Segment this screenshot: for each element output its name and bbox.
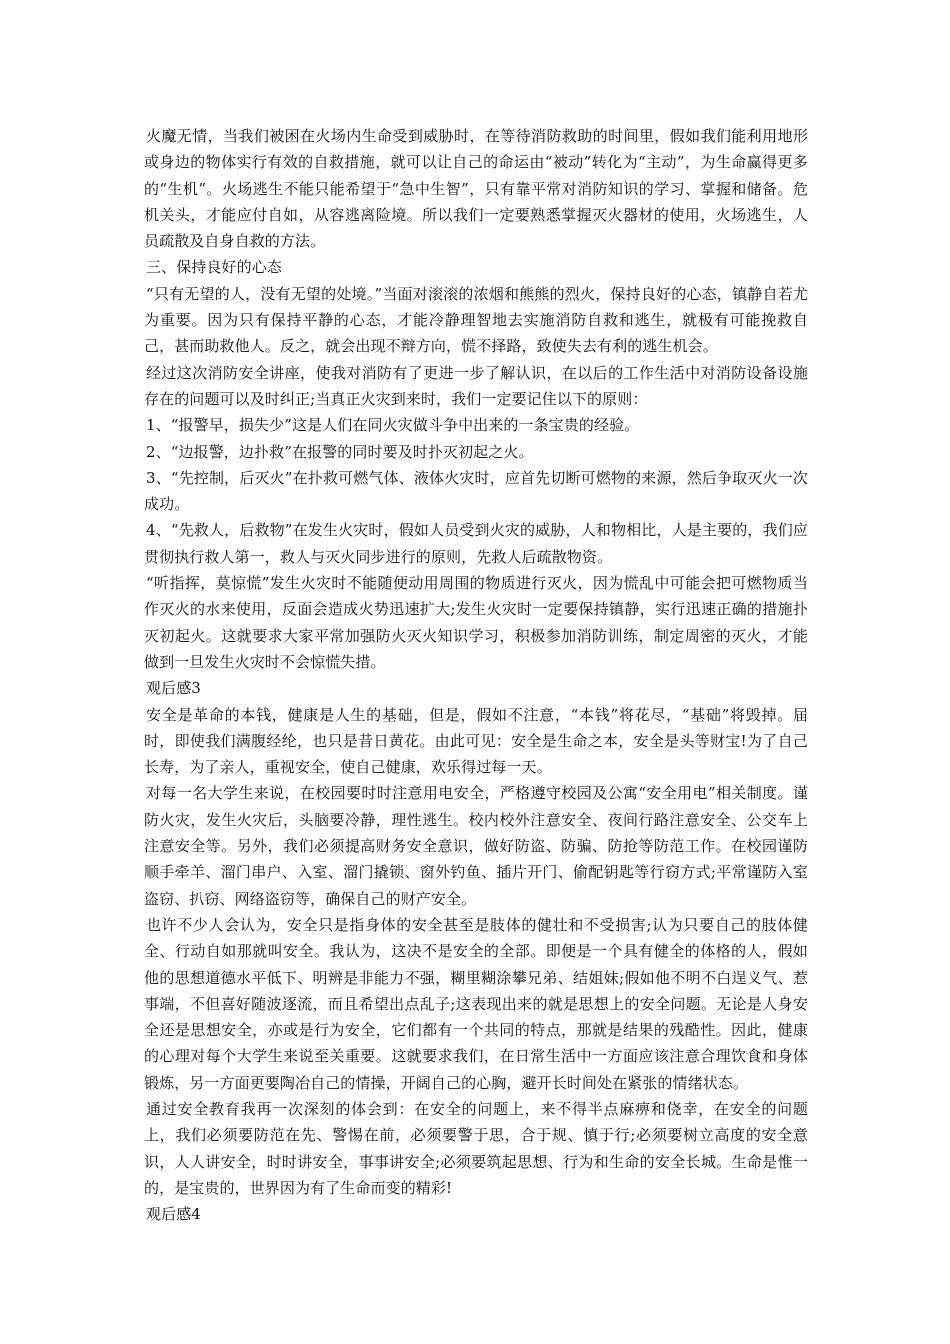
paragraph-safety-capital: 安全是革命的本钱，健康是人生的基础，但是，假如不注意，“本钱”将花尽，“基础”将毁掉。届时，即使我们满腹经纶，也只是昔日黄花。由此可见：安全是生命之本，安全是头等财宝!为了自己长寿，为了亲人，重视安全，使自己健康，欢乐得过每一天。 [144, 705, 808, 777]
principle-item-4: 4、“先救人，后救物”在发生火灾时，假如人员受到火灾的威胁，人和物相比，人是主要的，我们应贯彻执行救人第一，救人与灭火同步进行的原则，先救人后疏散物资。 [144, 521, 808, 566]
section-heading-review-3: 观后感3 [146, 679, 201, 698]
paragraph-safety-education: 通过安全教育我再一次深刻的体会到：在安全的问题上，来不得半点麻痹和侥幸，在安全的问题上，我们必须要防范在先、警惕在前，必须要警于思，合于规、慎于行;必须要树立高度的安全意识，人人讲安全，时时讲安全，事事讲安全;必须要筑起思想、行为和生命的安全长城。生命是惟一的，是宝贵的，世界因为有了生命而变的精彩! [144, 1099, 808, 1197]
paragraph-escape-intro: 火魔无情，当我们被困在火场内生命受到威胁时，在等待消防救助的时间里，假如我们能利用地形或身边的物体实行有效的自救措施，就可以让自己的命运由“被动”转化为“主动”，为生命赢得更多的“生机”。火场逃生不能只能希望于“急中生智”，只有靠平常对消防知识的学习、掌握和储备。危机关头，才能应付自如，从容逃离险境。所以我们一定要熟悉掌握灭火器材的使用，火场逃生，人员疏散及自身自救的方法。 [144, 127, 808, 251]
principle-item-2: 2、“边报警，边扑救”在报警的同时要及时扑灭初起之火。 [146, 442, 534, 461]
paragraph-campus-safety: 对每一名大学生来说，在校园要时时注意用电安全，严格遵守校园及公寓“安全用电”相关制度。谨防火灾，发生火灾后，头脑要冷静，理性逃生。校内校外注意安全、夜间行路注意安全、公交车上注意安全等。另外，我们必须提高财务安全意识，做好防盗、防骗、防抢等防范工作。在校园谨防顺手牵羊、溜门串户、入室、溜门撬锁、窗外钓鱼、插片开门、偷配钥匙等行窃方式;平常谨防入室盗窃、扒窃、网络盗窃等，确保自己的财产安全。 [144, 784, 808, 908]
document-body [144, 123, 808, 1227]
section-heading-review-4: 观后感4 [146, 1205, 201, 1224]
paragraph-mindset: “只有无望的人，没有无望的处境。”当面对滚滚的浓烟和熊熊的烈火，保持良好的心态，镇静自若尤为重要。因为只有保持平静的心态，才能冷静理智地去实施消防自救和逃生，就极有可能挽救自己，甚而助救他人。反之，就会出现不辩方向，慌不择路，致使失去有利的逃生机会。 [144, 284, 808, 356]
section-heading-mindset: 三、保持良好的心态 [146, 258, 282, 277]
paragraph-lecture-reflection: 经过这次消防安全讲座，使我对消防有了更进一步了解认识，在以后的工作生活中对消防设备设施存在的问题可以及时纠正;当真正火灾到来时，我们一定要记住以下的原则： [144, 363, 808, 408]
principle-item-1: 1、“报警早，损失少”这是人们在同火灾做斗争中出来的一条宝贵的经验。 [146, 416, 640, 435]
paragraph-follow-command: “听指挥，莫惊慌”发生火灾时不能随便动用周围的物质进行灭火，因为慌乱中可能会把可燃物质当作灭火的水来使用，反面会造成火势迅速扩大;发生火灾时一定要保持镇静，实行迅速正确的措施扑灭初起火。这就要求大家平常加强防火灭火知识学习，积极参加消防训练，制定周密的灭火，才能做到一旦发生火灾时不会惊慌失措。 [144, 574, 808, 671]
paragraph-mental-safety: 也许不少人会认为，安全只是指身体的安全甚至是肢体的健壮和不受损害;认为只要自己的肢体健全、行动自如那就叫安全。我认为，这决不是安全的全部。即便是一个具有健全的体格的人，假如他的思想道德水平低下、明辨是非能力不强，糊里糊涂攀兄弟、结姐妹;假如他不明不白逞义气、惹事端，不但喜好随波逐流，而且希望出点乱子;这表现出来的就是思想上的安全问题。无论是人身安全还是思想安全，亦或是行为安全，它们都有一个共同的特点，那就是结果的残酷性。因此，健康的心理对每个大学生来说至关重要。这就要求我们，在日常生活中一方面应该注意合理饮食和身体锻炼，另一方面更要陶冶自己的情操，开阔自己的心胸，避开长时间处在紧张的情绪状态。 [144, 915, 808, 1092]
principle-item-3: 3、“先控制，后灭火”在扑救可燃气体、液体火灾时，应首先切断可燃物的来源，然后争取灭火一次成功。 [144, 468, 808, 514]
